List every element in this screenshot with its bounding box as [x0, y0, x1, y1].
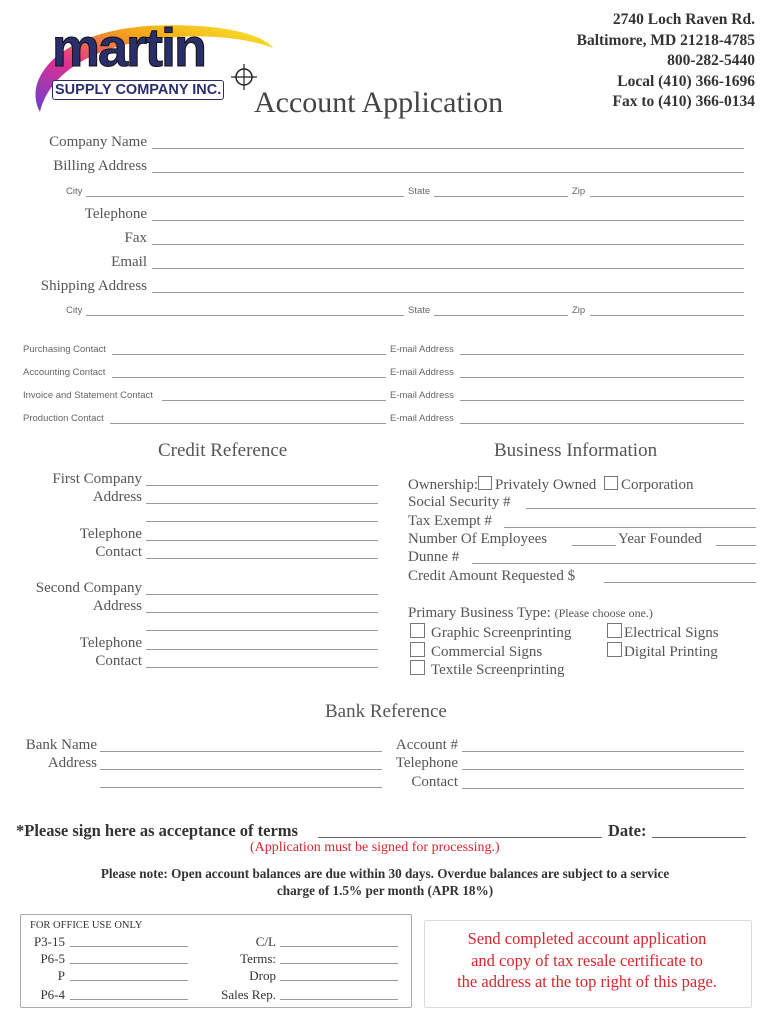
- graphic-screenprinting-checkbox[interactable]: [410, 623, 425, 638]
- office-drop-label: Drop: [249, 968, 276, 983]
- digital-printing-label: Digital Printing: [624, 644, 718, 660]
- choose-one-note: (Please choose one.): [554, 606, 653, 620]
- shipping-city-field[interactable]: [86, 315, 404, 316]
- bank-contact-label: Contact: [411, 774, 458, 790]
- billing-city-label: City: [66, 186, 83, 197]
- billing-address-field[interactable]: [152, 172, 744, 173]
- first-telephone-label: Telephone: [79, 526, 142, 542]
- office-sales-rep-field[interactable]: [280, 999, 398, 1000]
- production-contact-field[interactable]: [110, 423, 386, 424]
- logo-subtitle: SUPPLY COMPANY INC.: [52, 80, 224, 100]
- type-graphic-screenprinting[interactable]: [410, 623, 571, 642]
- production-contact-label: Production Contact: [23, 413, 104, 424]
- office-drop-field[interactable]: [280, 980, 398, 981]
- office-use-title: FOR OFFICE USE ONLY: [30, 920, 143, 931]
- accounting-contact-label: Accounting Contact: [23, 367, 106, 378]
- logo-wordmark: martin: [52, 18, 206, 78]
- fax-line: Fax to (410) 366-0134: [612, 93, 755, 110]
- office-p6-4-field[interactable]: [70, 999, 188, 1000]
- electrical-signs-checkbox[interactable]: [607, 623, 622, 638]
- dunne-field[interactable]: [472, 563, 756, 564]
- bank-reference-heading: Bank Reference: [325, 701, 447, 722]
- office-cl-field[interactable]: [280, 946, 398, 947]
- terms-line-2: charge of 1.5% per month (APR 18%): [276, 883, 494, 898]
- type-digital-printing[interactable]: [607, 642, 718, 661]
- address-line: Baltimore, MD 21218-4785: [576, 31, 755, 49]
- year-founded-label: Year Founded: [618, 531, 702, 547]
- employees-label: Number Of Employees: [408, 531, 548, 547]
- office-cl-label: C/L: [255, 934, 276, 949]
- ssn-label: Social Security #: [408, 494, 511, 510]
- date-field[interactable]: [652, 837, 746, 838]
- second-telephone-field[interactable]: [146, 649, 378, 650]
- second-address-label: Address: [92, 598, 142, 614]
- credit-reference-heading: Credit Reference: [158, 440, 288, 461]
- shipping-city-label: City: [66, 305, 83, 316]
- email-field[interactable]: [152, 268, 744, 269]
- telephone-field[interactable]: [152, 220, 744, 221]
- fax-label: Fax: [124, 230, 147, 246]
- office-p-field[interactable]: [70, 980, 188, 981]
- send-line-3: the address at the top right of this page.: [457, 972, 717, 991]
- address-line: 2740 Loch Raven Rd.: [612, 11, 755, 28]
- first-address-field-2[interactable]: [146, 521, 378, 522]
- shipping-state-label: State: [408, 305, 431, 316]
- bank-address-field-2[interactable]: [100, 787, 382, 788]
- dunne-label: Dunne #: [408, 549, 460, 565]
- office-p6-5-field[interactable]: [70, 963, 188, 964]
- shipping-zip-field[interactable]: [590, 315, 744, 316]
- purchasing-email-label: E-mail Address: [390, 344, 454, 355]
- bank-telephone-label: Telephone: [395, 755, 458, 771]
- send-line-1: Send completed account application: [467, 929, 707, 948]
- purchasing-contact-field[interactable]: [112, 354, 386, 355]
- office-p3-15-label: P3-15: [33, 934, 65, 949]
- billing-address-label: Billing Address: [53, 158, 147, 174]
- invoice-email-label: E-mail Address: [390, 390, 454, 401]
- ssn-field[interactable]: [526, 508, 756, 509]
- bank-name-label: Bank Name: [25, 737, 97, 753]
- date-label: Date:: [608, 821, 647, 840]
- business-information-heading: Business Information: [494, 440, 658, 461]
- tax-exempt-field[interactable]: [504, 527, 756, 528]
- primary-business-type-label: Primary Business Type:: [408, 605, 551, 621]
- tax-exempt-label: Tax Exempt #: [408, 513, 492, 529]
- office-p3-15-field[interactable]: [70, 946, 188, 947]
- purchasing-contact-label: Purchasing Contact: [23, 344, 106, 355]
- primary-business-type: [408, 605, 653, 622]
- shipping-address-label: Shipping Address: [40, 278, 147, 294]
- invoice-email-field[interactable]: [460, 400, 744, 401]
- billing-zip-field[interactable]: [590, 196, 744, 197]
- office-terms-field[interactable]: [280, 963, 398, 964]
- first-company-label: First Company: [52, 471, 142, 487]
- first-contact-label: Contact: [95, 544, 142, 560]
- local-phone-line: Local (410) 366-1696: [617, 72, 755, 90]
- electrical-signs-label: Electrical Signs: [624, 625, 719, 641]
- office-p6-5-label: P6-5: [40, 951, 65, 966]
- shipping-zip-label: Zip: [572, 305, 586, 316]
- ownership-label: Ownership:: [408, 477, 478, 493]
- bank-contact-field[interactable]: [462, 788, 744, 789]
- second-contact-label: Contact: [95, 653, 142, 669]
- office-p-label: P: [57, 968, 65, 983]
- page-title: Account Application: [254, 86, 504, 119]
- first-company-field[interactable]: [146, 485, 378, 486]
- billing-state-label: State: [408, 186, 431, 197]
- accounting-email-field[interactable]: [460, 377, 744, 378]
- production-email-field[interactable]: [460, 423, 744, 424]
- textile-screenprinting-checkbox[interactable]: [410, 660, 425, 675]
- employees-field[interactable]: [572, 545, 616, 546]
- type-textile-screenprinting[interactable]: [410, 660, 565, 679]
- purchasing-email-field[interactable]: [460, 354, 744, 355]
- terms-note: [0, 865, 770, 899]
- accounting-contact-field[interactable]: [112, 377, 386, 378]
- first-telephone-field[interactable]: [146, 540, 378, 541]
- textile-screenprinting-label: Textile Screenprinting: [431, 662, 565, 678]
- shipping-address-field[interactable]: [152, 292, 744, 293]
- shipping-state-field[interactable]: [434, 315, 568, 316]
- type-electrical-signs[interactable]: [607, 623, 719, 642]
- telephone-label: Telephone: [84, 206, 147, 222]
- bank-address-field[interactable]: [100, 769, 382, 770]
- signature-label: *Please sign here as acceptance of terms: [16, 821, 298, 840]
- invoice-contact-label: Invoice and Statement Contact: [23, 390, 153, 401]
- first-contact-field[interactable]: [146, 558, 378, 559]
- signature-required-note: (Application must be signed for processing.): [250, 840, 500, 855]
- send-line-2: and copy of tax resale certificate to: [471, 950, 703, 970]
- credit-amount-field[interactable]: [604, 582, 756, 583]
- bank-account-field[interactable]: [462, 751, 744, 752]
- ownership-row: [408, 476, 693, 494]
- credit-amount-label: Credit Amount Requested $: [408, 568, 576, 584]
- corporation-label: Corporation: [620, 477, 694, 493]
- bank-telephone-field[interactable]: [462, 769, 744, 770]
- commercial-signs-label: Commercial Signs: [431, 644, 543, 660]
- second-address-field-2[interactable]: [146, 630, 378, 631]
- first-address-label: Address: [92, 489, 142, 505]
- office-terms-label: Terms:: [240, 951, 276, 966]
- production-email-label: E-mail Address: [390, 413, 454, 424]
- second-telephone-label: Telephone: [79, 635, 142, 651]
- billing-state-field[interactable]: [434, 196, 568, 197]
- terms-line-1: Please note: Open account balances are due within 30 days. Overdue balances are subject to a service: [100, 866, 670, 881]
- second-company-field[interactable]: [146, 594, 378, 595]
- company-name-field[interactable]: [152, 148, 744, 149]
- type-commercial-signs[interactable]: [410, 642, 542, 661]
- company-name-label: Company Name: [49, 134, 147, 150]
- fax-field[interactable]: [152, 244, 744, 245]
- bank-address-label: Address: [47, 755, 97, 771]
- bank-account-label: Account #: [395, 737, 458, 753]
- commercial-signs-checkbox[interactable]: [410, 642, 425, 657]
- bank-name-field[interactable]: [100, 751, 382, 752]
- second-address-field[interactable]: [146, 612, 378, 613]
- phone-line: 800-282-5440: [667, 52, 755, 69]
- year-founded-field[interactable]: [716, 545, 756, 546]
- graphic-screenprinting-label: Graphic Screenprinting: [431, 625, 572, 641]
- email-label: Email: [111, 254, 147, 270]
- corporation-checkbox[interactable]: [604, 476, 618, 490]
- signature-field[interactable]: [318, 837, 602, 838]
- first-address-field[interactable]: [146, 503, 378, 504]
- billing-city-field[interactable]: [86, 196, 404, 197]
- accounting-email-label: E-mail Address: [390, 367, 454, 378]
- company-address: [577, 10, 755, 113]
- office-sales-rep-label: Sales Rep.: [221, 987, 276, 1002]
- second-company-label: Second Company: [35, 580, 142, 596]
- digital-printing-checkbox[interactable]: [607, 642, 622, 657]
- privately-owned-checkbox[interactable]: [478, 476, 492, 490]
- send-instructions: [424, 928, 750, 993]
- second-contact-field[interactable]: [146, 667, 378, 668]
- privately-owned-label: Privately Owned: [495, 477, 597, 493]
- office-p6-4-label: P6-4: [40, 987, 65, 1002]
- billing-zip-label: Zip: [572, 186, 586, 197]
- invoice-contact-field[interactable]: [162, 400, 386, 401]
